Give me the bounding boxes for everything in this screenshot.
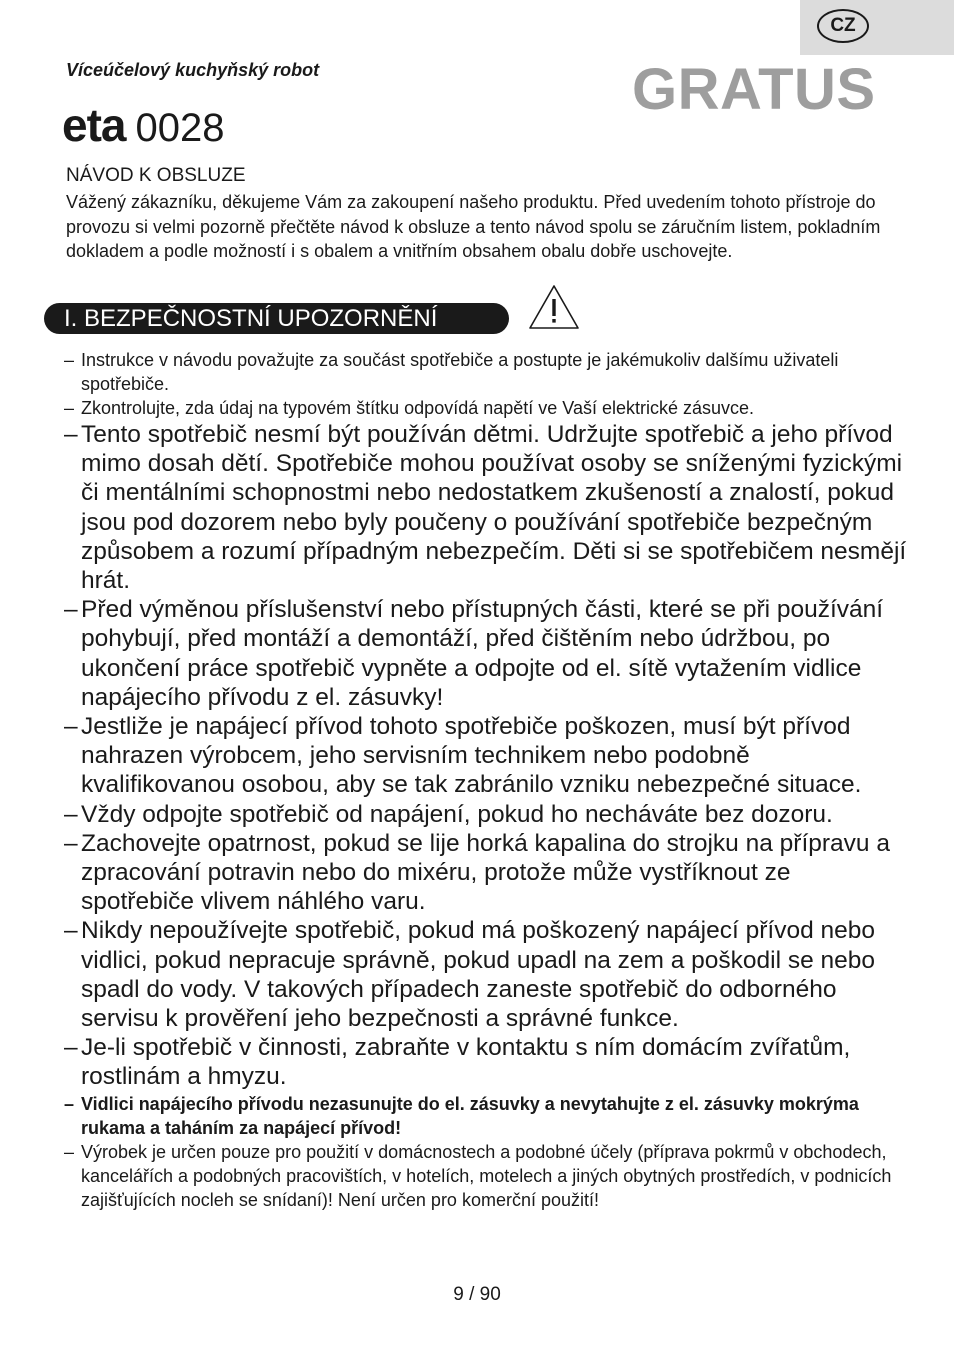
list-item: – Tento spotřebič nesmí být používán dětmi. Udržujte spotřebič a jeho přívod mimo dosah dětí. Spotřebiče mohou používat osoby se sníženými fyzickými či mentálními schopnostmi nebo nedostatkem zkušeností a znalostí, pokud jsou pod dozorem nebo byly poučeny o používání spotřebiče bezpečným způsobem a rozumí případným nebezpečím. Děti si se spotřebičem nesmějí hrát. bbox=[64, 420, 910, 595]
model-number: 0028 bbox=[135, 106, 225, 150]
language-tab bbox=[800, 0, 954, 55]
manual-heading: NÁVOD K OBSLUZE bbox=[66, 165, 246, 186]
model-heading bbox=[62, 98, 224, 152]
intro-paragraph: Vážený zákazníku, děkujeme Vám za zakoupení našeho produktu. Před uvedením tohoto přístroje do provozu si velmi pozorně přečtěte návod k obsluze a tento návod spolu se záručním listem, pokladním dokladem a podle možností i s obalem a vnitřním obsahem obalu dobře uschovejte. bbox=[66, 192, 881, 261]
list-item: – Je-li spotřebič v činnosti, zabraňte v kontaktu s ním domácím zvířatům, rostlinám a hmyzu. bbox=[64, 1033, 910, 1091]
list-item: – Jestliže je napájecí přívod tohoto spotřebiče poškozen, musí být přívod nahrazen výrobcem, jeho servisním technikem nebo podobně kvalifikovanou osobou, aby se tak zabránilo vzniku nebezpečné situace. bbox=[64, 712, 910, 800]
safety-list bbox=[64, 348, 910, 1212]
list-item: – Vidlici napájecího přívodu nezasunujte do el. zásuvky a nevytahujte z el. zásuvky mokrýma rukama a taháním za napájecí přívod! bbox=[64, 1092, 910, 1140]
list-item: – Výrobek je určen pouze pro použití v domácnostech a podobné účely (příprava pokrmů v obchodech, kancelářích a podobných pracovištích, v hotelích, motelech a jiných obytných prostředích, v podnicích zajišťujících nocleh se snídaní)! Není určen pro komerční použití! bbox=[64, 1140, 910, 1212]
brand-name: GRATUS bbox=[632, 57, 876, 122]
section-heading-safety: I. BEZPEČNOSTNÍ UPOZORNĚNÍ bbox=[44, 303, 509, 334]
language-badge: CZ bbox=[817, 9, 869, 43]
list-item: – Před výměnou příslušenství nebo přístupných části, které se při používání pohybují, před montáží a demontáží, před čištěním nebo údržbou, po ukončení práce spotřebič vypněte a odpojte od el. sítě vytažením vidlice napájecího přívodu z el. zásuvky! bbox=[64, 595, 910, 712]
list-item: – Instrukce v návodu považujte za součást spotřebiče a postupte je jakémukoliv dalšímu uživateli spotřebiče. bbox=[64, 348, 910, 396]
list-item: – Nikdy nepoužívejte spotřebič, pokud má poškozený napájecí přívod nebo vidlici, pokud nepracuje správně, pokud upadl na zem a poškodil se nebo spadl do vody. V takových případech zaneste spotřebič do odborného servisu k prověření jeho bezpečnosti a správné funkce. bbox=[64, 916, 910, 1033]
page-number: 9 / 90 bbox=[453, 1284, 501, 1305]
list-item: – Zkontrolujte, zda údaj na typovém štítku odpovídá napětí ve Vaší elektrické zásuvce. bbox=[64, 396, 910, 420]
warning-triangle-icon bbox=[528, 284, 580, 335]
product-subtitle: Víceúčelový kuchyňský robot bbox=[66, 60, 320, 80]
list-item: – Zachovejte opatrnost, pokud se lije horká kapalina do strojku na přípravu a zpracování potravin nebo do mixéru, protože může vystříknout ze spotřebiče vlivem náhlého varu. bbox=[64, 829, 910, 917]
list-item: – Vždy odpojte spotřebič od napájení, pokud ho necháváte bez dozoru. bbox=[64, 800, 910, 829]
eta-logo: eta bbox=[62, 99, 126, 151]
